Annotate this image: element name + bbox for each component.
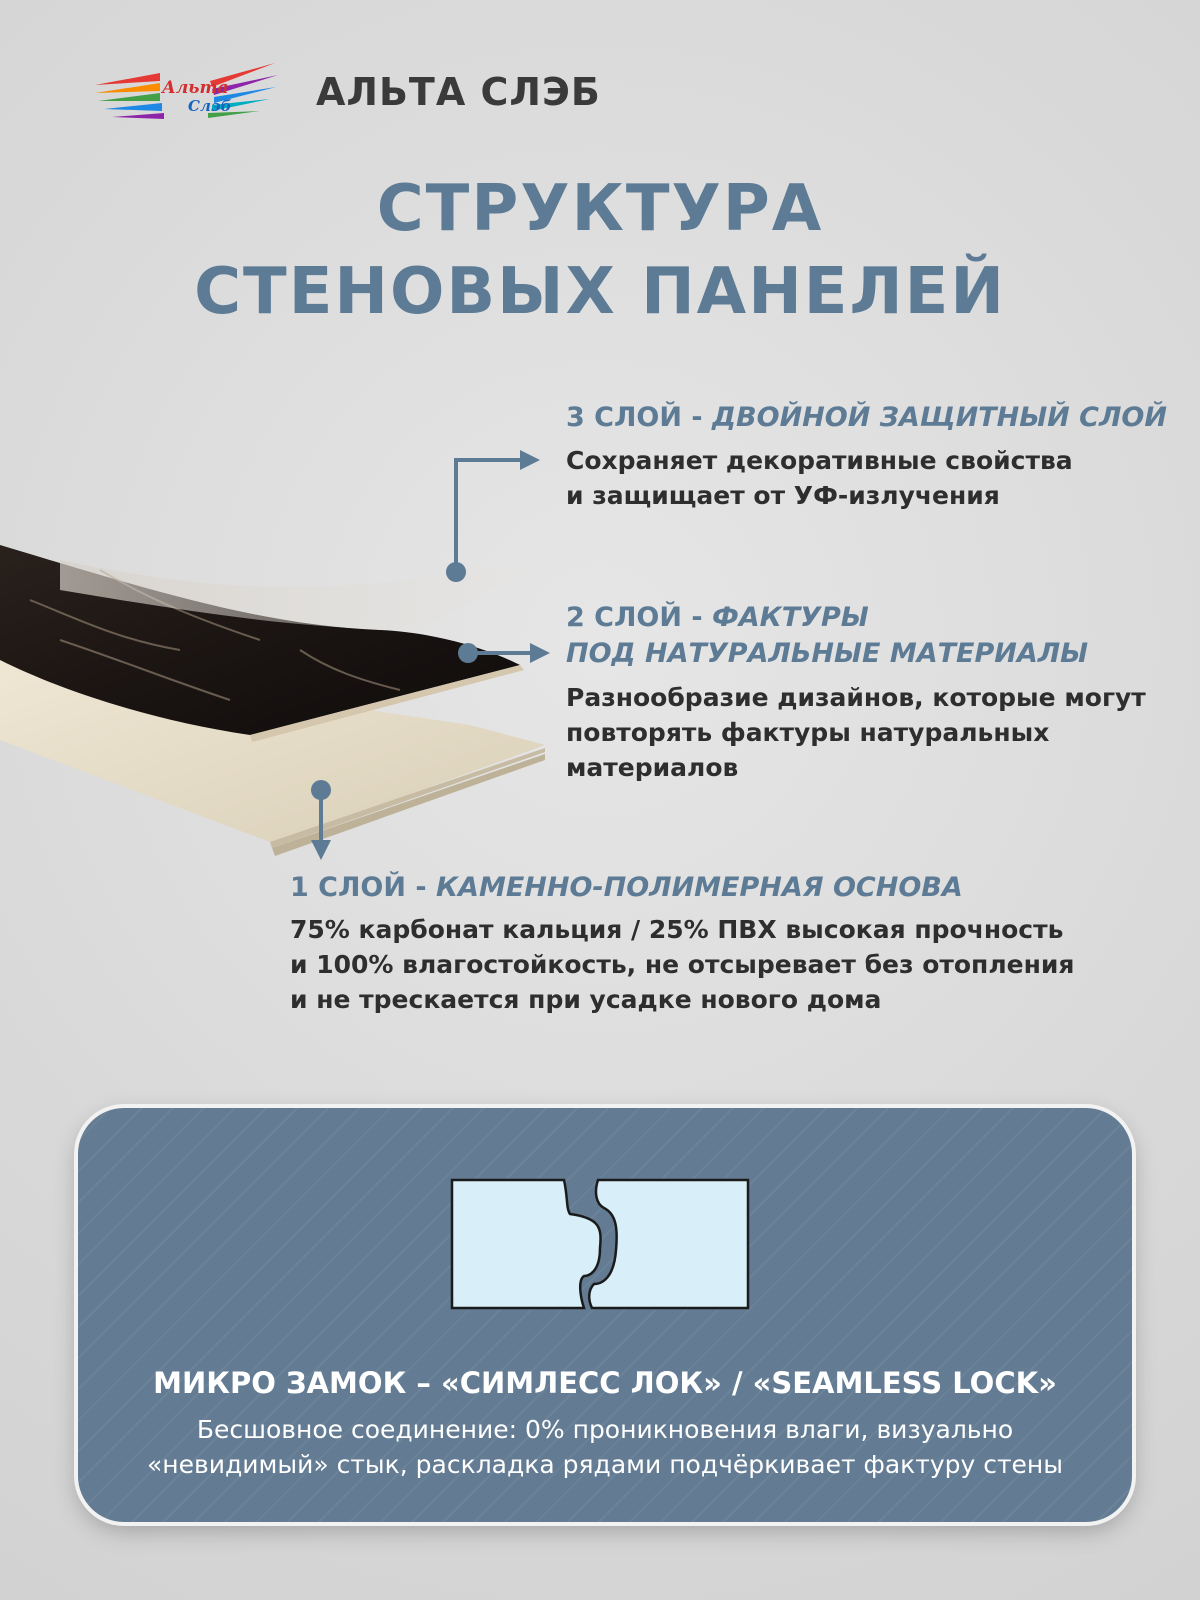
lock-joint-diagram-icon bbox=[450, 1178, 750, 1310]
layer2-description: Разнообразие дизайнов, которые могут повторять фактуры натуральных материалов bbox=[566, 683, 1146, 782]
logo-text-alta: Альта bbox=[162, 78, 229, 98]
brand-name: АЛЬТА СЛЭБ bbox=[316, 70, 601, 114]
layer3-heading: 3 СЛОЙ - ДВОЙНОЙ ЗАЩИТНЫЙ СЛОЙ bbox=[566, 402, 1167, 433]
layer3-arrowhead bbox=[520, 450, 540, 470]
layer3-description: Сохраняет декоративные свойства и защищает от УФ-излучения bbox=[566, 446, 1073, 510]
layer1-heading: 1 СЛОЙ - КАМЕННО-ПОЛИМЕРНАЯ ОСНОВА bbox=[290, 872, 963, 903]
layer2-heading-line2: ПОД НАТУРАЛЬНЫЕ МАТЕРИАЛЫ bbox=[566, 638, 1089, 669]
layer2-heading: 2 СЛОЙ - ФАКТУРЫ bbox=[566, 602, 869, 633]
lock-left-piece bbox=[452, 1180, 601, 1308]
page-title-line2: СТЕНОВЫХ ПАНЕЛЕЙ bbox=[194, 255, 1006, 329]
lock-title: МИКРО ЗАМОК – «СИМЛЕСС ЛОК» / «SEAMLESS LOCK» bbox=[153, 1366, 1057, 1400]
brand-logo bbox=[90, 55, 280, 130]
seamless-lock-card bbox=[78, 1108, 1132, 1522]
layer1-description: 75% карбонат кальция / 25% ПВХ высокая прочность и 100% влагостойкость, не отсыревает без отопления и не трескается при усадке нового дома bbox=[290, 915, 1075, 1014]
panel-layers-illustration bbox=[0, 540, 560, 860]
lock-right-piece bbox=[589, 1180, 748, 1308]
logo-text-sleb: Слэб bbox=[188, 97, 232, 115]
lock-description: Бесшовное соединение: 0% проникновения влаги, визуально «невидимый» стык, раскладка рядами подчёркивает фактуру стены bbox=[147, 1415, 1063, 1479]
page-title-line1: СТРУКТУРА bbox=[376, 172, 824, 246]
